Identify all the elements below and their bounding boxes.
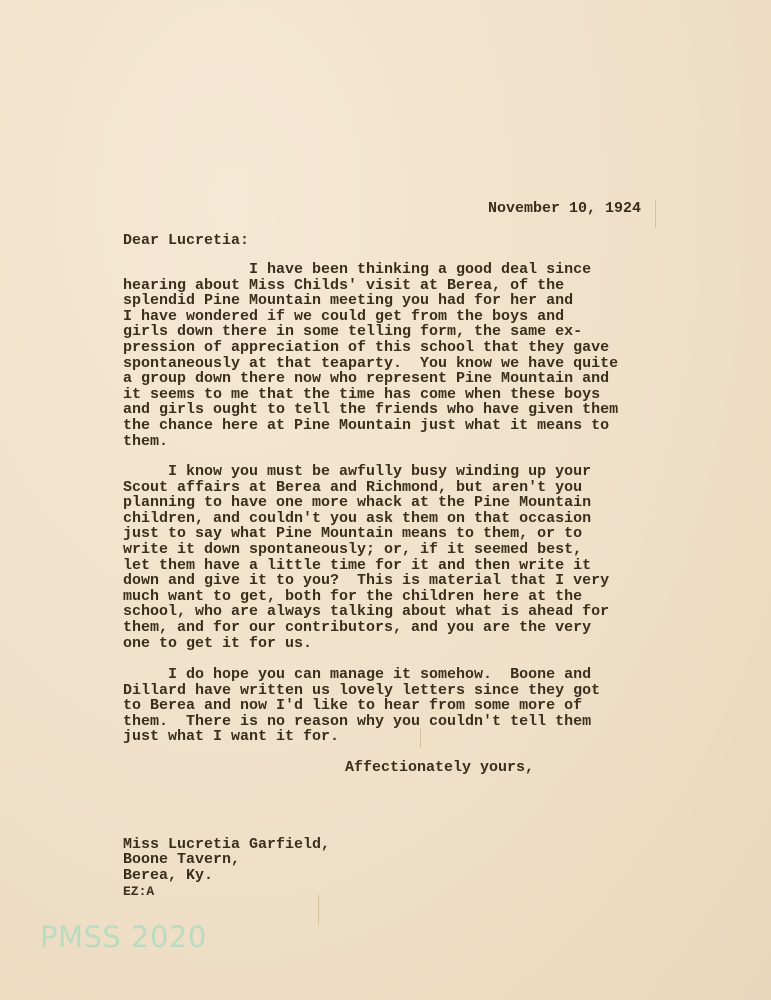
address-line: Boone Tavern, bbox=[123, 851, 241, 869]
paper-fiber bbox=[318, 895, 319, 925]
paragraph-line: down and give it to you? This is material that I very bbox=[123, 572, 610, 590]
paragraph-line: pression of appreciation of this school that they gave bbox=[123, 338, 610, 356]
paragraph-1 bbox=[123, 262, 618, 449]
paragraph-line: one to get it for us. bbox=[123, 634, 313, 652]
paragraph-3 bbox=[123, 667, 600, 745]
paragraph-line: write it down spontaneously; or, if it seemed best, bbox=[123, 540, 583, 558]
paragraph-line: just to say what Pine Mountain means to them, or to bbox=[123, 525, 583, 543]
paragraph-line: and girls ought to tell the friends who have given them bbox=[123, 401, 619, 419]
paragraph-line: children, and couldn't you ask them on that occasion bbox=[123, 509, 592, 527]
paragraph-line: I do hope you can manage it somehow. Boone and bbox=[123, 666, 592, 683]
recipient-address bbox=[123, 821, 330, 883]
paragraph-line: them. There is no reason why you couldn't tell them bbox=[123, 712, 592, 730]
address-line: Berea, Ky. bbox=[123, 866, 214, 884]
paragraph-line: them. bbox=[123, 432, 169, 450]
paragraph-line: planning to have one more whack at the Pine Mountain bbox=[123, 494, 592, 512]
address-line: Miss Lucretia Garfield, bbox=[123, 835, 331, 853]
paragraph-line: spontaneously at that teaparty. You know we have quite bbox=[123, 354, 619, 372]
paragraph-line: a group down there now who represent Pine Mountain and bbox=[123, 370, 610, 388]
paragraph-line: it seems to me that the time has come when these boys bbox=[123, 385, 601, 403]
closing: Affectionately yours, bbox=[345, 759, 535, 776]
paragraph-line: I know you must be awfully busy winding up your bbox=[123, 463, 592, 480]
paragraph-line: to Berea and now I'd like to hear from some more of bbox=[123, 697, 583, 715]
paragraph-line: the chance here at Pine Mountain just what it means to bbox=[123, 416, 610, 434]
paragraph-line: I have wondered if we could get from the boys and bbox=[123, 307, 565, 325]
paper-fiber bbox=[655, 200, 656, 228]
paragraph-line: Scout affairs at Berea and Richmond, but aren't you bbox=[123, 478, 583, 496]
paragraph-line: girls down there in some telling form, the same ex- bbox=[123, 323, 583, 341]
watermark: PMSS 2020 bbox=[40, 920, 207, 954]
paragraph-line: Dillard have written us lovely letters since they got bbox=[123, 681, 601, 699]
paragraph-line: them, and for our contributors, and you are the very bbox=[123, 618, 592, 636]
paragraph-line: just what I want it for. bbox=[123, 728, 340, 746]
paragraph-line: splendid Pine Mountain meeting you had for her and bbox=[123, 292, 574, 310]
paragraph-line: school, who are always talking about what is ahead for bbox=[123, 603, 610, 621]
paragraph-line: let them have a little time for it and then write it bbox=[123, 556, 592, 574]
paragraph-2 bbox=[123, 464, 609, 651]
salutation: Dear Lucretia: bbox=[123, 232, 250, 249]
paragraph-line: much want to get, both for the children here at the bbox=[123, 587, 583, 605]
typist-initials: EZ:A bbox=[123, 884, 155, 899]
paragraph-line: hearing about Miss Childs' visit at Berea, of the bbox=[123, 276, 565, 294]
paragraph-line: I have been thinking a good deal since bbox=[123, 261, 592, 278]
letter-date: November 10, 1924 bbox=[488, 200, 642, 217]
